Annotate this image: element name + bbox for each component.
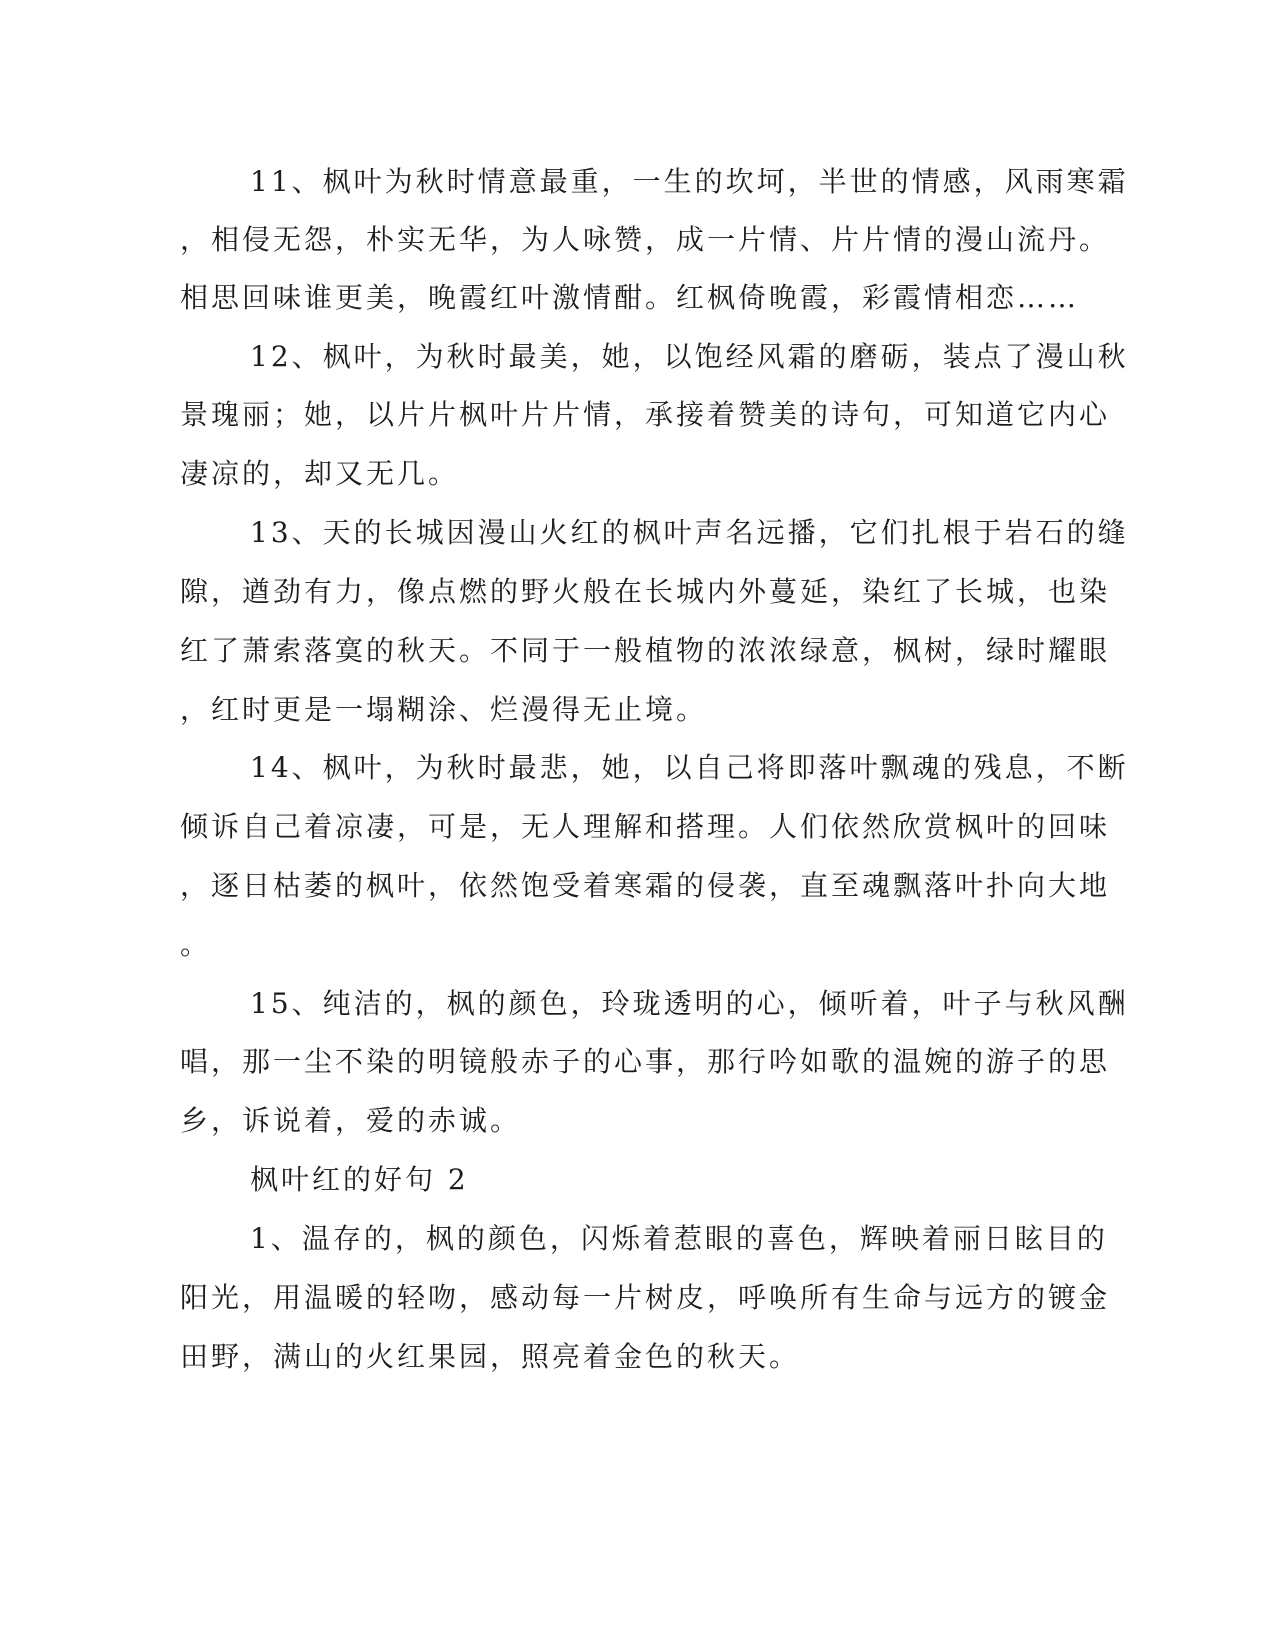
text-line: 凄凉的，却又无几。 bbox=[180, 457, 460, 490]
text-line: 阳光，用温暖的轻吻，感动每一片树皮，呼唤所有生命与远方的镀金 bbox=[180, 1281, 1111, 1314]
text-line: 红了萧索落寞的秋天。不同于一般植物的浓浓绿意，枫树，绿时耀眼 bbox=[180, 634, 1111, 667]
text-line: ，逐日枯萎的枫叶，依然饱受着寒霜的侵袭，直至魂飘落叶扑向大地 bbox=[180, 869, 1111, 902]
text-line: 隙，遒劲有力，像点燃的野火般在长城内外蔓延，染红了长城，也染 bbox=[180, 575, 1111, 608]
text-line: 14、枫叶，为秋时最悲，她，以自己将即落叶飘魂的残息，不断 bbox=[250, 751, 1129, 784]
text-line: 唱，那一尘不染的明镜般赤子的心事，那行吟如歌的温婉的游子的思 bbox=[180, 1045, 1111, 1078]
text-line: 13、天的长城因漫山火红的枫叶声名远播，它们扎根于岩石的缝 bbox=[250, 516, 1129, 549]
text-line: ，相侵无怨，朴实无华，为人咏赞，成一片情、片片情的漫山流丹。 bbox=[180, 223, 1111, 256]
text-line: 田野，满山的火红果园，照亮着金色的秋天。 bbox=[180, 1340, 801, 1373]
text-line: 11、枫叶为秋时情意最重，一生的坎坷，半世的情感，风雨寒霜 bbox=[250, 165, 1129, 198]
text-line: 15、纯洁的，枫的颜色，玲珑透明的心，倾听着，叶子与秋风酬 bbox=[250, 987, 1129, 1020]
text-line: 景瑰丽；她，以片片枫叶片片情，承接着赞美的诗句，可知道它内心 bbox=[180, 398, 1111, 431]
text-line: 倾诉自己着凉凄，可是，无人理解和搭理。人们依然欣赏枫叶的回味 bbox=[180, 810, 1111, 843]
text-line: 相思回味谁更美，晚霞红叶激情酣。红枫倚晚霞，彩霞情相恋…… bbox=[180, 281, 1080, 314]
text-line: 乡，诉说着，爱的赤诚。 bbox=[180, 1104, 522, 1137]
section-heading: 枫叶红的好句 2 bbox=[250, 1163, 469, 1196]
text-line: ，红时更是一塌糊涂、烂漫得无止境。 bbox=[180, 693, 708, 726]
text-line: 1、温存的，枫的颜色，闪烁着惹眼的喜色，辉映着丽日眩目的 bbox=[250, 1222, 1108, 1255]
text-line: 。 bbox=[180, 928, 212, 961]
text-line: 12、枫叶，为秋时最美，她，以饱经风霜的磨砺，装点了漫山秋 bbox=[250, 340, 1129, 373]
